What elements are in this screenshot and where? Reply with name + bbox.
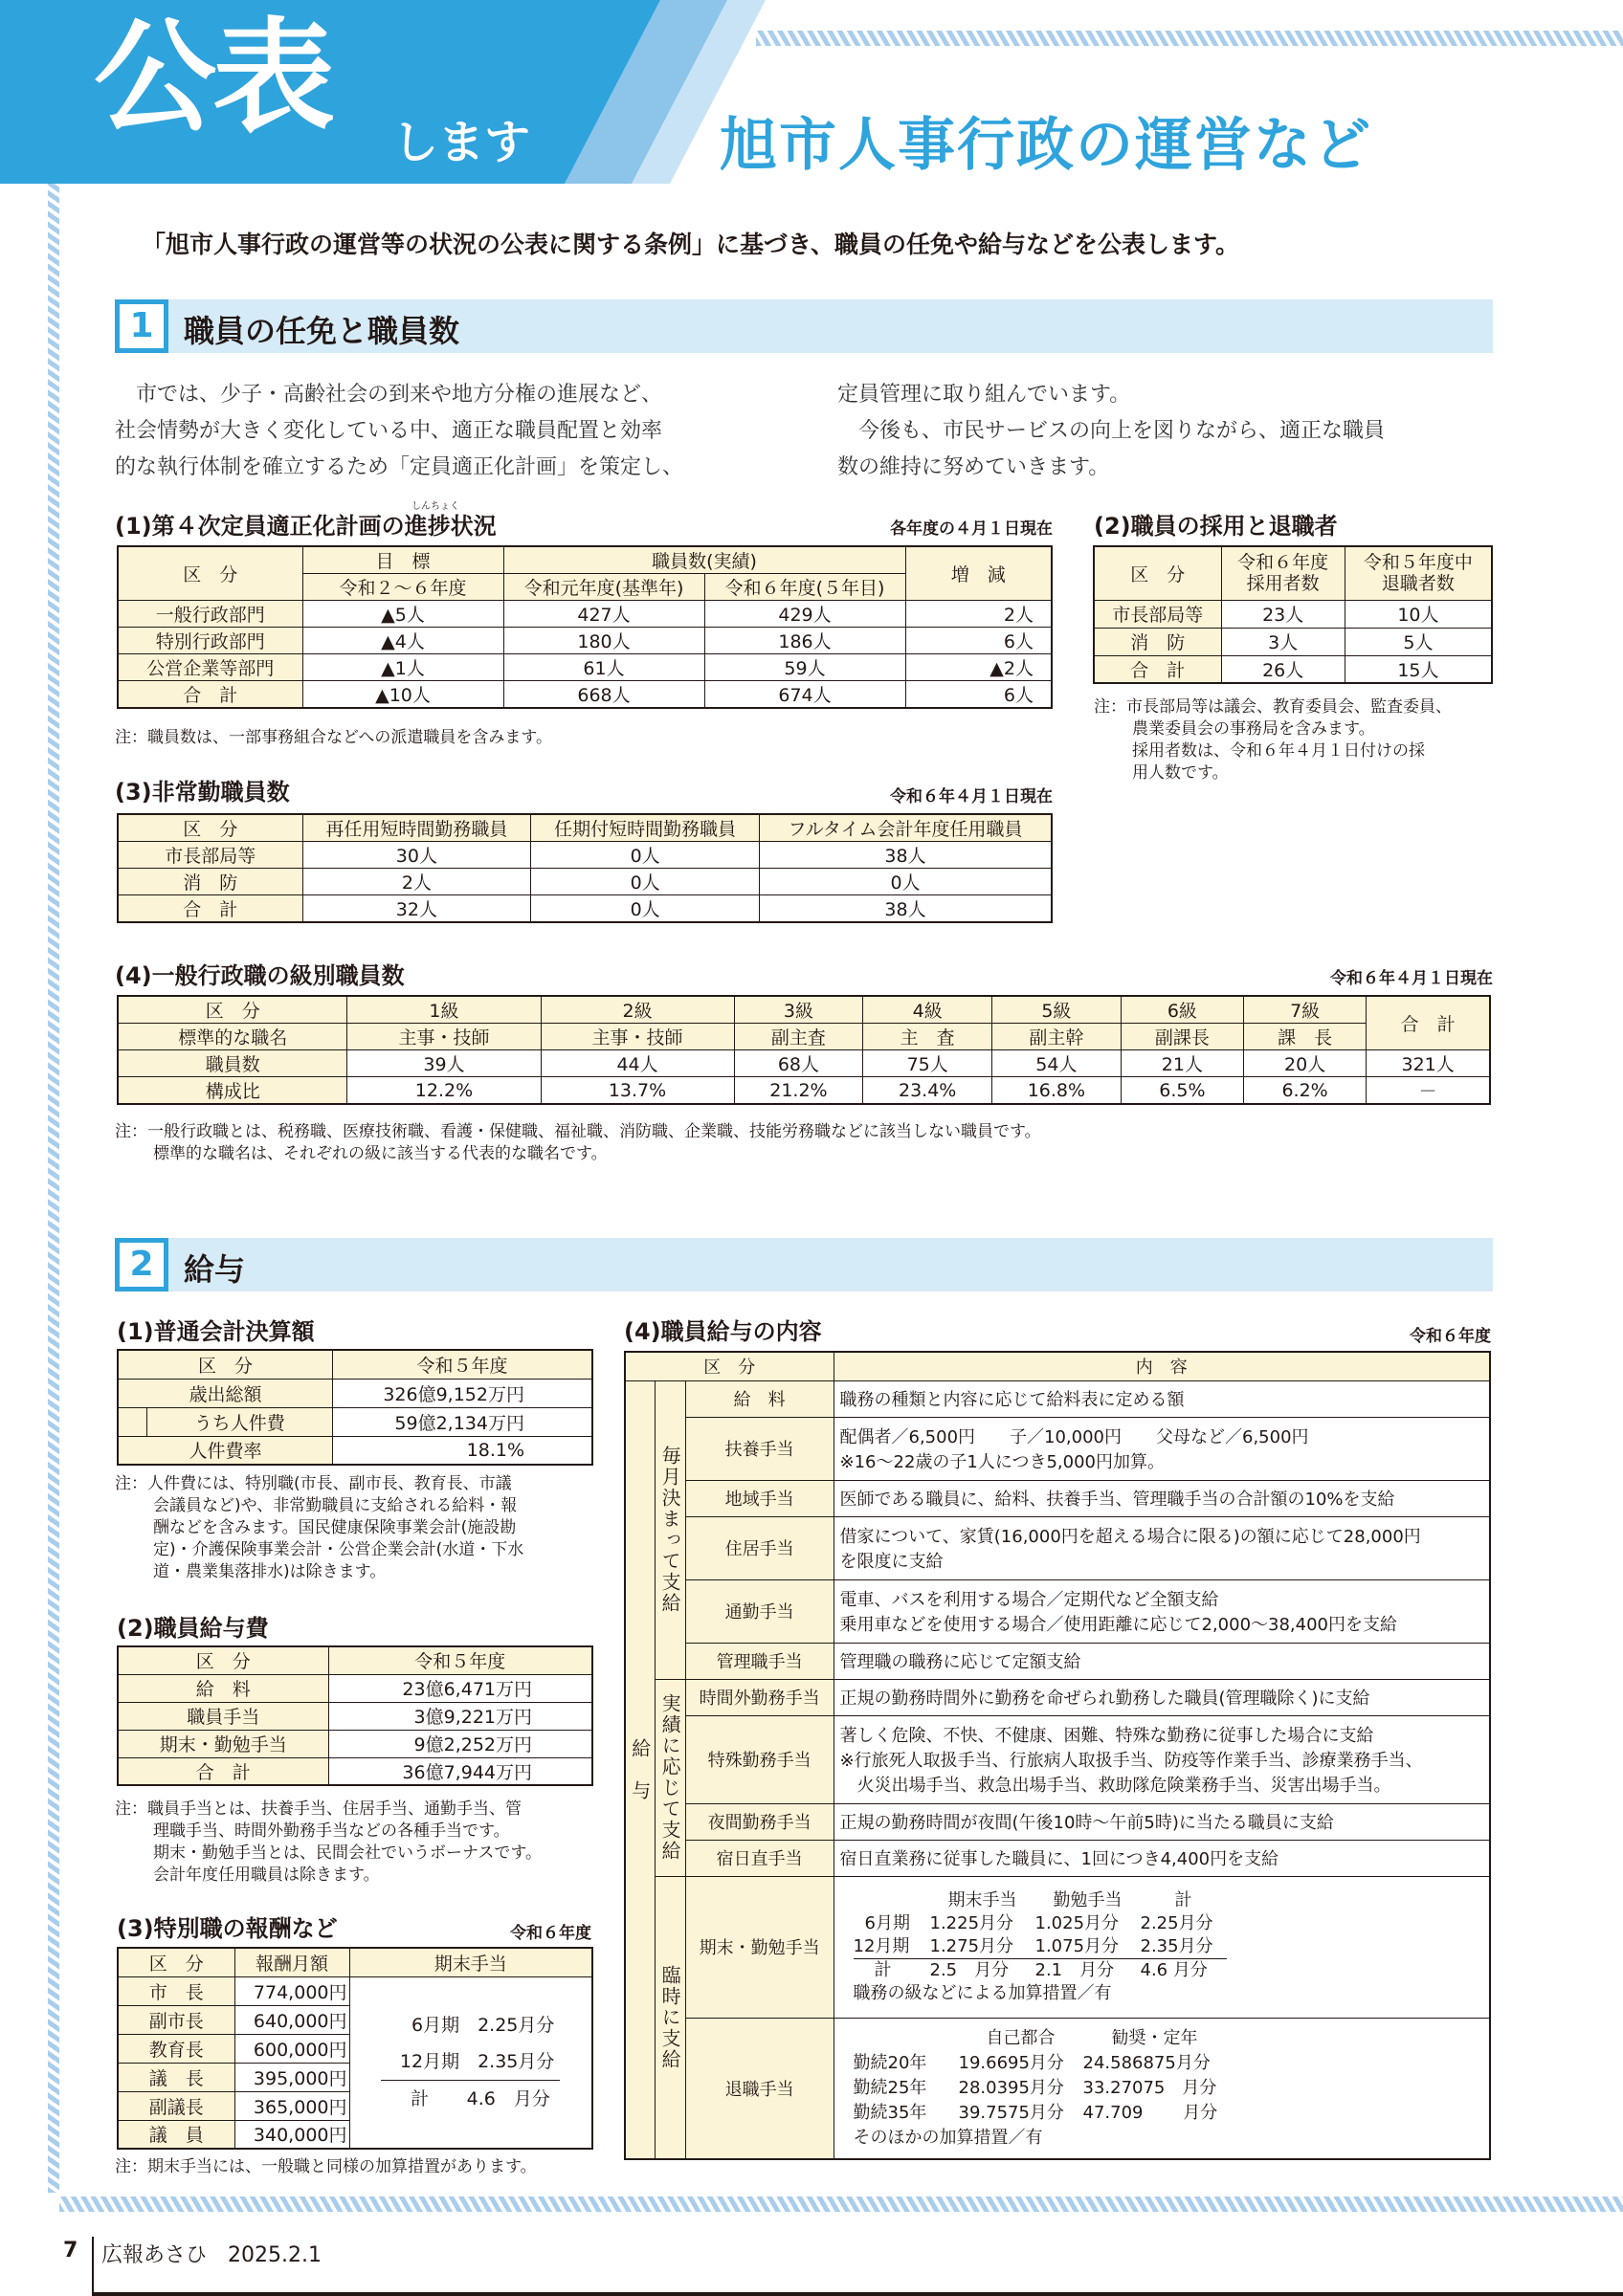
bottom-rule [92, 2292, 1623, 2296]
banner-big-title: 公表 [94, 7, 332, 149]
table-1-2-note: 注：市長部局等は議会、教育委員会、監査委員、 農業委員会の事務局を含みます。 採用者数は、令和６年４月１日付けの採 用人数です。 [1094, 697, 1452, 783]
table-2-1-note: 注：人件費には、特別職(市長、副市長、教育長、市議 会議員など)や、非常勤職員に支給される給料・報 酬などを含みます。国民健康保険事業会計(施設勘 定)・介護保険事業会計・公営企業会計(水道・下水 道・農業集落排水)は除きます。 [115, 1474, 524, 1581]
table-2-3-asof: 令和６年度 [510, 1924, 591, 1943]
table-2-2-note: 注：職員手当とは、扶養手当、住居手当、通勤手当、管 理職手当、時間外勤務手当などの各種手当です。 期末・勤勉手当とは、民間会社でいうボーナスです。 会計年度任用職員は除きます。 [115, 1799, 542, 1885]
bonus-total: 計 4.6 月分 [411, 2088, 550, 2110]
table-1-2-title: (2)職員の採用と退職者 [1094, 513, 1338, 540]
page-number: 7 [63, 2239, 78, 2263]
section-1-header [115, 299, 1493, 353]
section-1-para-left: 市では、少子・高齢社会の到来や地方分権の進展など、 社会情勢が大きく変化している中、適正な職員配置と効率 的な執行体制を確立するため「定員適正化計画」を策定し、 [115, 383, 684, 479]
top-rope-border [756, 31, 1623, 46]
section-title: 職員の任免と職員数 [184, 313, 460, 349]
bonus-grid: 期末手当 勤勉手当 計 6月期 1.225月分 1.025月分 2.25月分 12月期 1.275月分 1.075月分 2.35月分 計 2.5 月分 2.1 月分 4.6 月分 [854, 1889, 1486, 1982]
table-1-1-title: (1)第４次定員適正化計画の進捗状況 [115, 513, 497, 540]
table-1-4-asof: 令和６年４月１日現在 [1330, 969, 1493, 988]
section-number: 2 [115, 1238, 168, 1292]
salary-details-table: 区 分 内 容 給 与 毎月決まって支給 給 料 職務の種類と内容に応じて給料表に定める額 扶養手当 配偶者／6,500円 子／10,000円 父母など／6,500円 ※16～22歳の子1人につき5,000円加算。 地域手当 医師である職員に、給料、扶養手当、管理職手当の合計額の10%を支給 住居手当 借家について、家賃(16,000円を超える場合に限る)の額に応じて28,000円 を限度に支給 通勤手当 電車、バスを利用する場合／定期代など全額支給 乗用車などを使用する場合／使用距離に応じて2,000～38,400円を支給 管理職手当 管理職の職務に応じて定額支給 実績に応じて支給 時間外勤務手当 正規の勤務時間外に勤務を命ぜられ勤務した職員(管理職除く)に支給 特殊勤務手当 著しく危険、不快、不健康、困難、特殊な勤務に従事した場合に支給 ※行旅死人取扱手当、行旅病人取扱手当、防疫等作業手当、診療業務手当、 火災出場手当、救急出場手当、救助隊危険業務手当、災害出場手当。 夜間勤務手当 正規の勤務時間が夜間(午後10時～午前5時)に当たる職員に支給 宿日直手当 宿日直業務に従事した職員に、1回につき4,400円を支給 臨時に支給 期末・勤勉手当 期末手当 勤勉手当 計 6月期 1.225月分 1.025月分 2.25月分 12月期 1.275月分 1.075月分 2.35月分 計 2.5 月分 2.1 月分 4.6 月分 職務の級などによる加算措置／有 退職手当 自己都合 勧奨・定年 勤続20年 19.6695月分 24.586875月分 勤続25年 28.0395月分 33.27075 月分 勤続35年 39.7575月分 47.709 月分 そのほかの加算措置／有 [624, 1351, 1491, 2160]
section-2-header [115, 1238, 1493, 1292]
footer-divider [92, 2237, 94, 2296]
retire-grid: 自己都合 勧奨・定年 勤続20年 19.6695月分 24.586875月分 勤続25年 28.0395月分 33.27075 月分 勤続35年 39.7575月分 47.709 月分 [853, 2027, 1218, 2123]
left-rope-border [48, 184, 59, 2193]
part-time-staff-table: 区 分 再任用短時間勤務職員 任期付短時間勤務職員 フルタイム会計年度任用職員 市長部局等 30人 0人 38人 消 防 2人 0人 0人 合 計 32人 0人 38人 [117, 813, 1053, 923]
table-2-3-note: 注：期末手当には、一般職と同様の加算措置があります。 [115, 2157, 537, 2176]
publication-info: 広報あさひ 2025.2.1 [101, 2243, 322, 2267]
ruby-text: しんちょく [411, 501, 459, 512]
section-1-para-right: 定員管理に取り組んでいます。 今後も、市民サービスの向上を図りながら、適正な職員 数の維持に努めていきます。 [837, 383, 1386, 479]
bonus-row: 12月期 2.35月分 [381, 2043, 560, 2081]
staffing-plan-table: 区 分 目 標 職員数(実績) 増 減 令和２～６年度 令和元年度(基準年) 令和６年度(５年目) 一般行政部門 ▲5人 427人 429人 2人 特別行政部門 ▲4人 180人 186人 6人 公営企業等部門 ▲1人 61人 59人 ▲2人 合 計 ▲10人 668人 674人 6人 [117, 545, 1053, 709]
grade-staff-table: 区 分 1級 2級 3級 4級 5級 6級 7級 合 計 標準的な職名 主事・技師 主事・技師 副主査 主 査 副主幹 副課長 課 長 職員数 39人 44人 68人 75人 54人 21人 20人 321人 構成比 12.2% 13.7% 21.2% 23.4% 16.8% 6.5% 6.2% － [117, 995, 1491, 1105]
hiring-retirement-table: 区 分 令和６年度 採用者数 令和５年度中 退職者数 市長部局等 23人 10人 消 防 3人 5人 合 計 26人 15人 [1093, 545, 1493, 684]
table-2-1-title: (1)普通会計決算額 [117, 1318, 315, 1345]
table-1-3-title: (3)非常勤職員数 [115, 779, 290, 806]
section-number: 1 [115, 299, 168, 353]
salary-cost-table: 区 分 令和５年度 給 料 23億6,471万円 職員手当 3億9,221万円 期末・勤勉手当 9億2,252万円 合 計 36億7,944万円 [117, 1645, 593, 1786]
table-1-4-note: 注：一般行政職とは、税務職、医療技術職、看護・保健職、福祉職、消防職、企業職、技能労務職などに該当しない職員です。 標準的な職名は、それぞれの級に該当する代表的な職名です。 [115, 1122, 1041, 1163]
bottom-rope-border [59, 2197, 1623, 2212]
intro-text: 「旭市人事行政の運営等の状況の公表に関する条例」に基づき、職員の任免や給与などを公表します。 [142, 231, 1240, 258]
section-title: 給与 [184, 1251, 246, 1288]
table-2-4-title: (4)職員給与の内容 [624, 1318, 822, 1345]
table-2-2-title: (2)職員給与費 [117, 1615, 269, 1642]
table-1-1-asof: 各年度の４月１日現在 [890, 519, 1053, 539]
table-2-4-asof: 令和６年度 [1410, 1327, 1491, 1346]
bonus-row: 6月期 2.25月分 [411, 2015, 555, 2037]
settlement-table: 区 分 令和５年度 歳出総額 326億9,152万円 うち人件費 59億2,134万円 人件費率 18.1% [117, 1349, 593, 1466]
page-title: 旭市人事行政の運営など [720, 112, 1372, 179]
table-1-4-title: (4)一般行政職の級別職員数 [115, 962, 405, 989]
table-1-3-asof: 令和６年４月１日現在 [890, 787, 1053, 806]
banner-suffix: します [392, 116, 531, 169]
special-official-pay-table: 区 分 報酬月額 期末手当 市 長 774,000円 6月期 2.25月分 12月期 2.35月分 計 4.6 月分 副市長 640,000円 教育長 600,000円 議 長 395,000円 副議長 365,000円 議 員 340,000円 [117, 1947, 593, 2150]
table-1-1-note: 注：職員数は、一部事務組合などへの派遣職員を含みます。 [115, 728, 552, 747]
table-2-3-title: (3)特別職の報酬など [117, 1915, 338, 1942]
